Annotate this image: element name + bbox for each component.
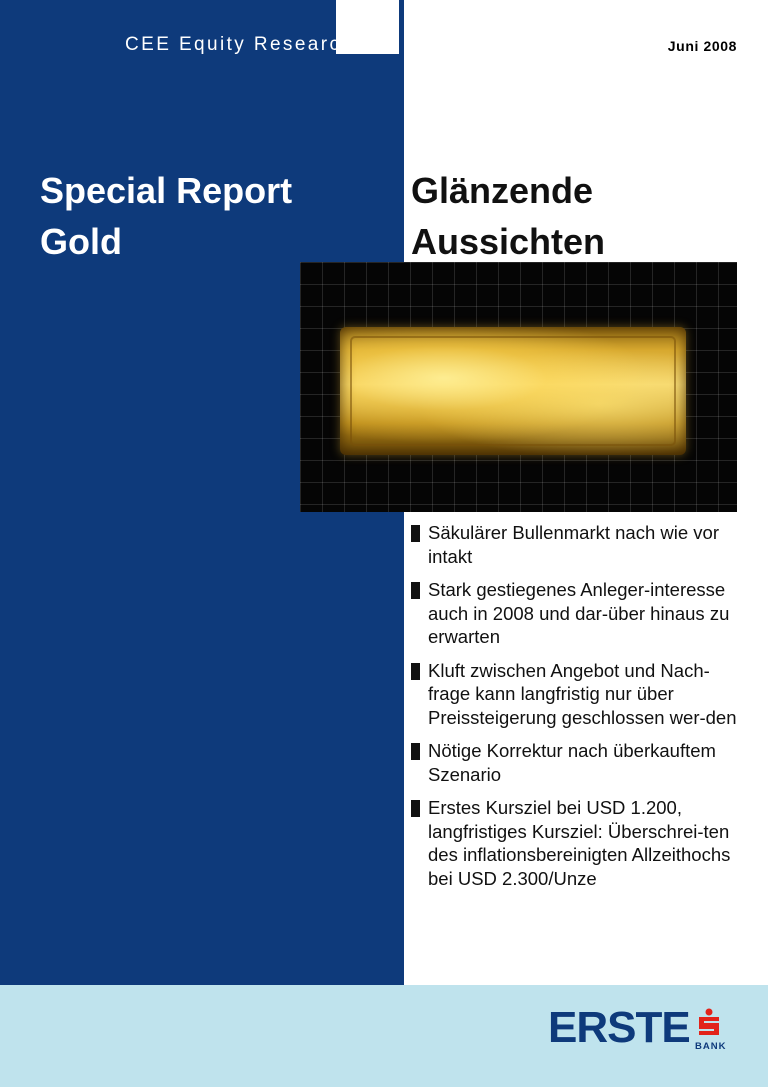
list-item bbox=[411, 578, 741, 649]
headline-line: Glänzende bbox=[411, 170, 594, 211]
report-title-line: Special Report bbox=[40, 170, 293, 211]
bullet-marker bbox=[411, 663, 420, 680]
list-item-text: Nötige Korrektur nach überkauftem Szenario bbox=[428, 740, 716, 785]
bullet-marker bbox=[411, 582, 420, 599]
publication-date: Juni 2008 bbox=[667, 38, 737, 54]
research-label: CEE Equity Research bbox=[125, 34, 355, 55]
list-item bbox=[411, 659, 741, 730]
key-points-list bbox=[411, 521, 741, 900]
gold-bar-image bbox=[340, 327, 686, 455]
headline-line: Aussichten bbox=[411, 221, 606, 262]
header-stripe bbox=[399, 0, 404, 54]
bullet-marker bbox=[411, 743, 420, 760]
list-item-text: Erstes Kursziel bei USD 1.200, langfristiges Kursziel: Überschrei-ten des inflationsbereinigten Allzeithochs bei USD 2.300/Unze bbox=[428, 797, 731, 889]
list-item bbox=[411, 521, 741, 568]
bullet-marker bbox=[411, 800, 420, 817]
logo-wordmark: ERSTE bbox=[548, 1003, 690, 1052]
report-title-line: Gold bbox=[40, 221, 122, 262]
gold-bar-photo bbox=[300, 262, 737, 512]
list-item-text: Stark gestiegenes Anleger-interesse auch in 2008 und dar-über hinaus zu erwarten bbox=[428, 579, 730, 647]
logo-subtext: BANK bbox=[695, 1041, 727, 1052]
list-item-text: Säkulärer Bullenmarkt nach wie vor intakt bbox=[428, 522, 719, 567]
report-title bbox=[40, 165, 292, 267]
list-item-text: Kluft zwischen Angebot und Nach-frage kann langfristig nur über Preissteigerung geschlossen wer-den bbox=[428, 659, 737, 728]
bullet-marker bbox=[411, 525, 420, 542]
list-item bbox=[411, 739, 741, 786]
headline bbox=[411, 165, 605, 267]
list-item bbox=[411, 796, 741, 890]
gold-bar-bevel bbox=[350, 336, 676, 446]
sparkasse-s-icon bbox=[696, 1008, 722, 1038]
